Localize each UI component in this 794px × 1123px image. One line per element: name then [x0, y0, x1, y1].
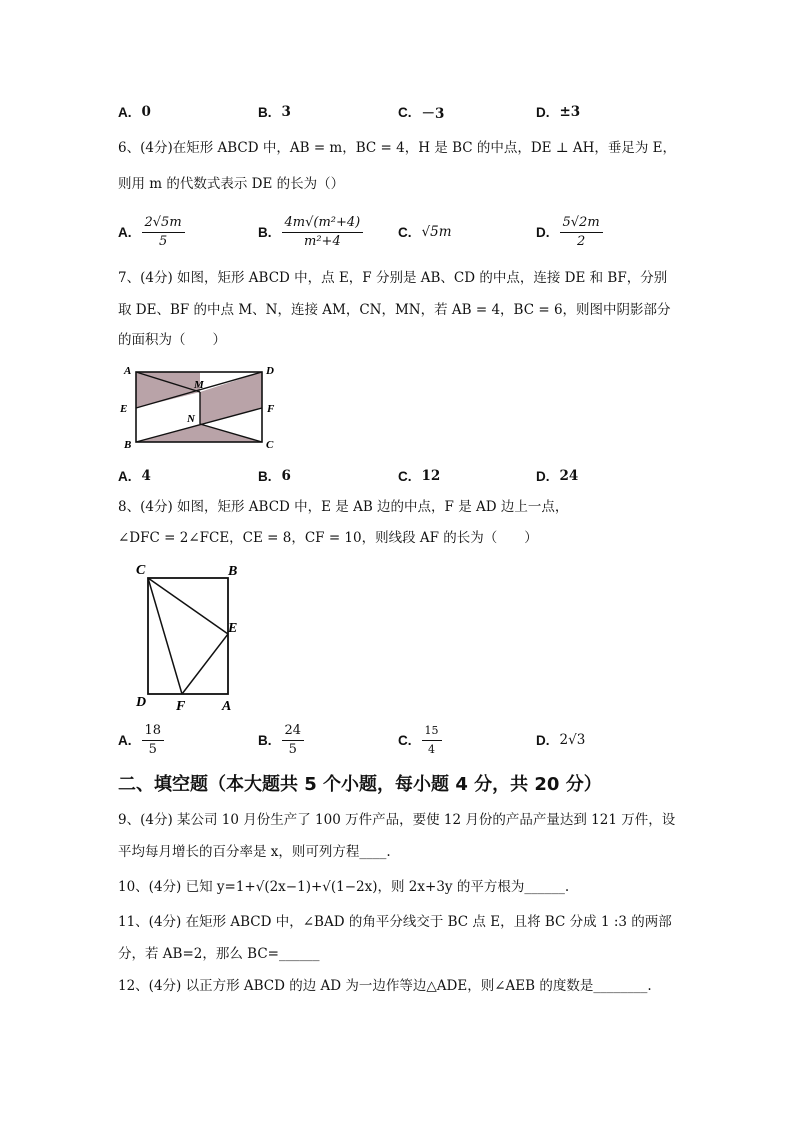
q8-b-fraction: $\frac{24}{5}$	[282, 723, 305, 758]
q6-text-line1: 6、(4分)在矩形 ABCD 中，AB = m，BC = 4，H 是 BC 的中点，DE ⊥ AH，垂足为 E，	[118, 140, 676, 156]
q7-label-f: F	[267, 403, 275, 415]
q7-shade-bottom	[136, 424, 262, 442]
q8-a-fraction: $\frac{18}{5}$	[142, 723, 165, 758]
q5-option-d[interactable]: D. ±3	[536, 104, 581, 120]
q8-label-b: B	[228, 564, 238, 579]
q7-label-b: B	[124, 439, 132, 451]
q8-option-a[interactable]: A. $\frac{18}{5}$	[118, 722, 164, 758]
q7-label-m: M	[194, 379, 204, 391]
q8-label-e: E	[228, 621, 238, 636]
q5-option-b[interactable]: B. 3	[258, 104, 291, 120]
q6-a-fraction: $\frac{2√5m}{5}$	[142, 215, 185, 250]
q8-options	[118, 722, 678, 758]
q6-option-b[interactable]: B. $\frac{\text{4m√(m²+4)}}{\text{m²+4}}$	[258, 214, 363, 250]
q8-figure	[130, 558, 254, 718]
q5-option-a[interactable]: A. 0	[118, 104, 151, 120]
q8-text-line2: ∠DFC = 2∠FCE，CE = 8，CF = 10，则线段 AF 的长为（ ）	[118, 530, 538, 546]
q7-figure	[116, 362, 286, 454]
q8-c-fraction: $\frac{15}{4}$	[422, 723, 442, 758]
q8-option-c[interactable]: C. $\frac{15}{4}$	[398, 722, 442, 758]
q8-rectangle	[148, 578, 228, 694]
q7-option-a[interactable]: A. 4	[118, 468, 151, 484]
q7-label-c: C	[266, 439, 274, 451]
q7-text-line2: 取 DE、BF 的中点 M、N，连接 AM，CN，MN，若 AB = 4，BC = 6，则图中阴影部分	[118, 302, 671, 318]
q7-label-n: N	[187, 413, 195, 425]
q6-d-fraction: $\frac{5√2m}{2}$	[560, 215, 603, 250]
q8-option-b[interactable]: B. $\frac{24}{5}$	[258, 722, 304, 758]
q10-text: 10、(4分) 已知 y=1+√(2x−1)+√(1−2x)，则 2x+3y 的平方根为______.	[118, 879, 570, 895]
q6-text-line2: 则用 m 的代数式表示 DE 的长为（）	[118, 176, 345, 192]
q8-label-d: D	[136, 695, 147, 710]
q7-option-b[interactable]: B. 6	[258, 468, 291, 484]
q8-option-d[interactable]: D. 2√3	[536, 732, 586, 748]
q9-text-line2: 平均每月增长的百分率是 x，则可列方程____.	[118, 844, 391, 860]
q7-label-a: A	[124, 365, 132, 377]
q6-option-c[interactable]: C. √5m	[398, 224, 452, 240]
q8-text-line1: 8、(4分) 如图，矩形 ABCD 中，E 是 AB 边的中点，F 是 AD 边上一点，	[118, 499, 569, 515]
q8-label-f: F	[176, 699, 186, 714]
q6-option-d[interactable]: D. $\frac{5√2m}{2}$	[536, 214, 603, 250]
q8-label-a: A	[222, 699, 232, 714]
q6-option-a[interactable]: A. $\frac{2√5m}{5}$	[118, 214, 185, 250]
q8-line-ce	[148, 578, 228, 634]
q9-text-line1: 9、(4分) 某公司 10 月份生产了 100 万件产品，要使 12 月份的产品产量达到 121 万件，设	[118, 812, 676, 828]
q6-b-fraction: $\frac{\text{4m√(m²+4)}}{\text{m²+4}}$	[282, 215, 364, 250]
q7-text-line1: 7、(4分) 如图，矩形 ABCD 中，点 E，F 分别是 AB、CD 的中点，连接 DE 和 BF，分别	[118, 270, 668, 286]
q8-line-ef	[182, 634, 228, 694]
q5-option-c[interactable]: C. －3	[398, 104, 445, 122]
q12-text: 12、(4分) 以正方形 ABCD 的边 AD 为一边作等边△ADE，则∠AEB 的度数是________.	[118, 978, 652, 994]
q7-label-e: E	[120, 403, 128, 415]
q8-line-cf	[148, 578, 182, 694]
q7-option-c[interactable]: C. 12	[398, 468, 441, 484]
q7-options	[118, 458, 678, 494]
q11-text-line2: 分，若 AB=2，那么 BC=______	[118, 946, 320, 962]
q5-options	[118, 94, 678, 130]
q7-option-d[interactable]: D. 24	[536, 468, 579, 484]
q8-label-c: C	[136, 563, 146, 578]
q7-label-d: D	[266, 365, 274, 377]
q6-options	[118, 214, 678, 250]
q7-text-line3: 的面积为（ ）	[118, 332, 226, 348]
q11-text-line1: 11、(4分) 在矩形 ABCD 中，∠BAD 的角平分线交于 BC 点 E，且将 BC 分成 1 :3 的两部	[118, 914, 672, 930]
section-heading-fill-in: 二、填空题（本大题共 5 个小题，每小题 4 分，共 20 分）	[118, 774, 602, 795]
